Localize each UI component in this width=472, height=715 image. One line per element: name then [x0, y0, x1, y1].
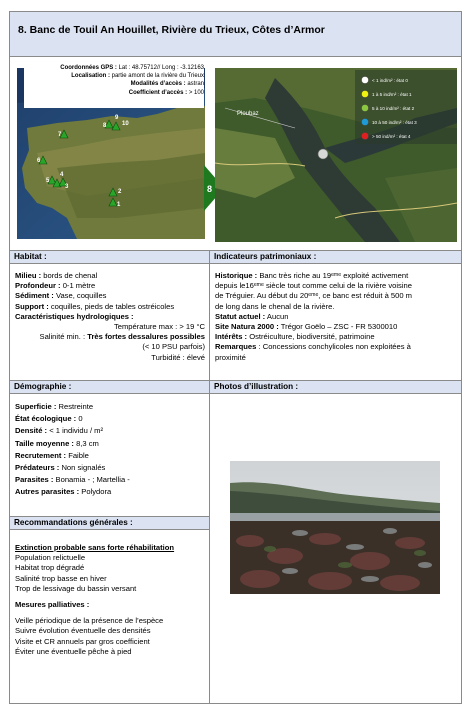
marker-label: 4 — [60, 172, 64, 178]
legend-label: > 50 ind/m² : état 4 — [372, 134, 411, 139]
habitat-content — [15, 271, 205, 363]
extinction-item: Habitat trop dégradé — [15, 563, 85, 573]
statut-label: Statut actuel : — [215, 311, 266, 321]
marker-label: 6 — [37, 158, 41, 164]
historique-text: Banc très riche au 19ᵉᵐᵉ exploité activement — [259, 271, 409, 280]
modalites-label: Modalités d’accès : — [130, 81, 186, 88]
town-label: Ploubaz — [237, 111, 259, 117]
divider — [10, 56, 461, 57]
remarques-text: proximité — [215, 352, 246, 362]
site-location-pin — [318, 149, 328, 159]
mesures-item: Visite et CR annuels par gros coefficient — [15, 636, 150, 646]
support-label: Support : — [15, 301, 49, 311]
divider — [10, 529, 209, 530]
demographie-heading: Démographie : — [10, 381, 209, 393]
predateurs-value: Non signalés — [61, 463, 106, 473]
statut-value: Aucun — [266, 311, 289, 321]
extinction-item: Population relictuelle — [15, 553, 86, 563]
legend-label: 1 à 5 ind/m² : état 1 — [372, 92, 412, 97]
densite-value: < 1 individu / m² — [49, 426, 104, 436]
marker-label: 5 — [46, 178, 50, 184]
mesures-item: Éviter une éventuelle pêche à pied — [15, 646, 132, 656]
recrutement-label: Recrutement : — [15, 450, 67, 460]
predateurs-label: Prédateurs : — [15, 463, 60, 473]
legend-swatch — [362, 91, 369, 98]
historique-text: de Tréguier. Au début du 20ᵉᵐᵉ, ce banc est réduit à 500 m — [215, 291, 413, 301]
divider — [10, 263, 461, 264]
recrutement-value: Faible — [68, 450, 89, 460]
etat-label: État écologique : — [15, 414, 77, 424]
parasites-label: Parasites : — [15, 475, 54, 485]
marker-label: 10 — [122, 121, 129, 127]
historique-text: de long dans le chenal de la rivière. — [215, 301, 335, 311]
taille-label: Taille moyenne : — [15, 438, 74, 448]
localisation-label: Localisation : — [71, 73, 110, 80]
coefficient-value: > 100 — [188, 89, 204, 96]
title-bar — [10, 12, 461, 56]
indicateurs-content — [215, 271, 457, 363]
legend-label: < 1 ind/m² : état 0 — [372, 78, 408, 83]
column-divider — [209, 250, 210, 704]
recommandations-heading: Recommandations générales : — [10, 517, 209, 529]
natura-label: Site Natura 2000 : — [215, 322, 279, 332]
modalites-value: astran — [187, 81, 204, 88]
mesures-title: Mesures palliatives : — [15, 600, 90, 610]
coefficient-label: Coefficient d’accès : — [128, 89, 188, 96]
superficie-value: Restreinte — [58, 402, 94, 411]
natura-value: Trégor Goëlo – ZSC - FR 5300010 — [280, 322, 398, 332]
sediment-value: Vase, coquilles — [55, 291, 107, 301]
interets-value: Ostréiculture, biodiversité, patrimoine — [249, 332, 375, 342]
indicateurs-heading: Indicateurs patrimoniaux : — [210, 251, 461, 263]
habitat-heading: Habitat : — [10, 251, 209, 263]
site-map — [215, 68, 457, 242]
profondeur-label: Profondeur : — [15, 281, 61, 291]
milieu-label: Milieu : — [15, 271, 42, 280]
legend-swatch — [362, 119, 369, 126]
marker-label: 3 — [65, 184, 69, 190]
marker-label: 7 — [58, 132, 62, 138]
site-metadata — [24, 64, 204, 108]
autres-parasites-value: Polydora — [81, 487, 112, 497]
temperature-label: Température max : — [113, 322, 178, 332]
demographie-content — [15, 401, 205, 499]
profondeur-value: 0-1 mètre — [62, 281, 96, 291]
etat-value: 0 — [78, 414, 83, 424]
autres-parasites-label: Autres parasites : — [15, 487, 80, 497]
turbidite-label: Turbidité : — [151, 352, 185, 362]
temperature-value: > 19 °C — [179, 322, 205, 332]
salinite-value: Très fortes dessalures possibles — [87, 332, 205, 342]
marker-label: 2 — [118, 189, 122, 195]
caracteristiques-label: Caractéristiques hydrologiques : — [15, 311, 134, 321]
support-value: coquilles, pieds de tables ostréicoles — [50, 301, 175, 311]
gps-value: Lat : 48.75712// Long : -3.12163 — [118, 65, 204, 71]
legend-swatch — [362, 77, 369, 84]
turbidite-value: élevé — [186, 352, 205, 362]
extinction-item: Salinité trop basse en hiver — [15, 573, 107, 583]
historique-label: Historique : — [215, 271, 258, 280]
legend-label: 5 à 10 ind/m² : état 2 — [372, 106, 415, 111]
extinction-title: Extinction probable sans forte réhabilitation — [15, 543, 175, 552]
photos-heading: Photos d’illustration : — [210, 381, 461, 393]
marker-label: 9 — [115, 115, 119, 121]
taille-value: 8,3 cm — [76, 438, 99, 448]
recommandations-content — [15, 543, 205, 657]
sediment-label: Sédiment : — [15, 291, 54, 301]
superficie-label: Superficie : — [15, 402, 57, 411]
divider — [10, 393, 461, 394]
remarques-label: Remarques — [215, 342, 257, 352]
mesures-item: Suivre évolution éventuelle des densités — [15, 626, 151, 636]
milieu-value: bords de chenal — [43, 271, 98, 280]
legend-swatch — [362, 105, 369, 112]
mesures-item: Veille périodique de la présence de l’espèce — [15, 616, 164, 626]
illustration-photo — [230, 461, 440, 594]
densite-label: Densité : — [15, 426, 48, 436]
interets-label: Intérêts : — [215, 332, 248, 342]
gps-label: Coordonnées GPS : — [60, 65, 117, 71]
salinite-note: (< 10 PSU parfois) — [142, 342, 205, 352]
site-number: 8 — [207, 184, 213, 194]
page-title: 8. Banc de Touil An Houillet, Rivière du Trieux, Côtes d’Armor — [18, 24, 325, 36]
remarques-value: : Concessions conchylicoles non exploitées à — [258, 342, 411, 352]
parasites-value: Bonamia - ; Martellia - — [55, 475, 130, 485]
marker-label: 8 — [103, 123, 107, 129]
legend-label: 10 à 50 ind/m² : état 3 — [372, 120, 417, 125]
localisation-value: partie amont de la rivière du Trieux — [111, 73, 204, 80]
marker-label: 1 — [117, 202, 121, 208]
salinite-label: Salinité min. : — [39, 332, 86, 342]
historique-text: depuis le16ᵉᵐᵉ siècle tout comme celui de la rivière voisine — [215, 281, 412, 291]
extinction-item: Trop de lessivage du bassin versant — [15, 583, 137, 593]
legend-swatch — [362, 133, 369, 140]
